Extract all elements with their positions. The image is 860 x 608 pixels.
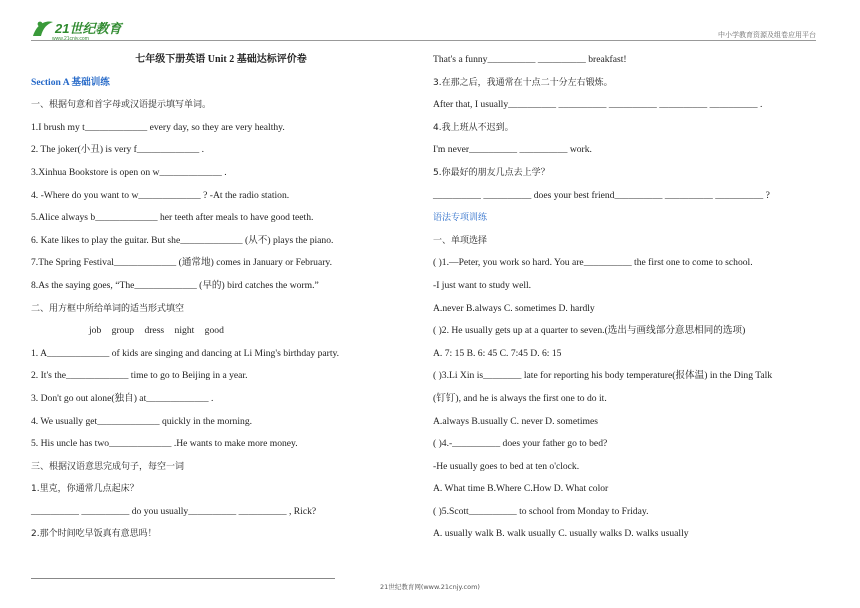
right-line: A.never B.always C. sometimes D. hardly [433, 302, 595, 314]
footer-text: 21世纪教育网(www.21cnjy.com) [380, 583, 480, 591]
left-line: 6. Kate likes to play the guitar. But she_____________ (从不) plays the piano. [31, 234, 334, 246]
left-line: 1.里克，你通常几点起床？ [31, 484, 139, 495]
left-line: 二、用方框中所给单词的适当形式填空 [31, 303, 185, 314]
right-line: I'm never__________ __________ work. [433, 144, 592, 156]
left-line: 8.As the saying goes, “The_____________ (早的) bird catches the worm.” [31, 279, 319, 291]
right-line: ( )3.Li Xin is________ late for reporting his body temperature(报体温) in the Ding Talk [433, 370, 773, 382]
left-line: 2. It's the_____________ time to go to Beijing in a year. [31, 370, 248, 382]
right-line: ( )1.—Peter, you work so hard. You are__________ the first one to come to school. [433, 257, 753, 269]
right-line: A. 7: 15 B. 6: 45 C. 7:45 D. 6: 15 [433, 347, 562, 359]
right-line: 语法专项训练 [433, 213, 488, 224]
right-column [433, 53, 833, 550]
right-line: ( )5.Scott__________ to school from Monday to Friday. [433, 505, 649, 517]
platform-name: 中小学教育资源及组卷应用平台 [718, 31, 816, 39]
right-line: ( )4.-__________ does your father go to bed? [433, 438, 608, 450]
right-line: A. What time B.Where C.How D. What color [433, 483, 609, 495]
left-line: job group dress night good [89, 325, 224, 337]
left-line: 7.The Spring Festival_____________ (通常地) comes in January or February. [31, 257, 332, 269]
right-line: -He usually goes to bed at ten o'clock. [433, 460, 580, 472]
left-line: __________ __________ do you usually__________ __________ , Rick? [31, 505, 317, 517]
left-line: 4. We usually get_____________ quickly in the morning. [31, 415, 253, 427]
right-line: A.always B.usually C. never D. sometimes [433, 415, 598, 427]
right-line: That's a funny__________ __________ breakfast! [433, 54, 627, 65]
left-line: 3.Xinhua Bookstore is open on w_____________ . [31, 166, 227, 178]
logo-text: 21世纪教育 [55, 21, 122, 36]
header-divider [31, 40, 816, 41]
right-line: (钉钉), and he is always the first one to do it. [433, 392, 607, 404]
right-line: 5.你最好的朋友几点去上学？ [433, 167, 550, 178]
right-line: ( )2. He usually gets up at a quarter to seven.(选出与画线部分意思相同的选项) [433, 325, 746, 337]
right-line: 3.在那之后，我通常在十点二十分左右锻炼。 [433, 77, 613, 88]
right-line: __________ __________ does your best friend__________ __________ __________ ? [433, 189, 770, 201]
footer-divider [31, 578, 335, 579]
right-line: A. usually walk B. walk usually C. usually walks D. walks usually [433, 528, 689, 540]
left-line: Section A 基础训练 [31, 76, 110, 88]
left-line: 三、根据汉语意思完成句子，每空一词 [31, 461, 185, 472]
right-line: 4.我上班从不迟到。 [433, 122, 514, 133]
left-line: 1.I brush my t_____________ every day, so they are very healthy. [31, 121, 285, 133]
left-line: 5.Alice always b_____________ her teeth after meals to have good teeth. [31, 212, 314, 224]
logo-url: www.21cnjy.com [52, 36, 89, 42]
left-line: 4. -Where do you want to w_____________ ? -At the radio station. [31, 189, 290, 201]
right-line: 一、单项选择 [433, 235, 488, 246]
left-column [31, 53, 411, 550]
left-line: 七年级下册英语 Unit 2 基础达标评价卷 [135, 54, 307, 65]
left-line: 1. A_____________ of kids are singing and dancing at Li Ming's birthday party. [31, 347, 340, 359]
left-line: 3. Don't go out alone(独自) at_____________ . [31, 392, 214, 404]
right-line: After that, I usually__________ __________ __________ __________ __________ . [433, 99, 763, 111]
left-line: 2. The joker(小丑) is very f_____________ . [31, 144, 205, 156]
right-line: -I just want to study well. [433, 279, 532, 291]
left-line: 2.那个时间吃早饭真有意思吗！ [31, 529, 157, 540]
left-line: 一、根据句意和首字母或汉语提示填写单词。 [31, 100, 212, 111]
left-line: 5. His uncle has two_____________ .He wants to make more money. [31, 438, 298, 450]
